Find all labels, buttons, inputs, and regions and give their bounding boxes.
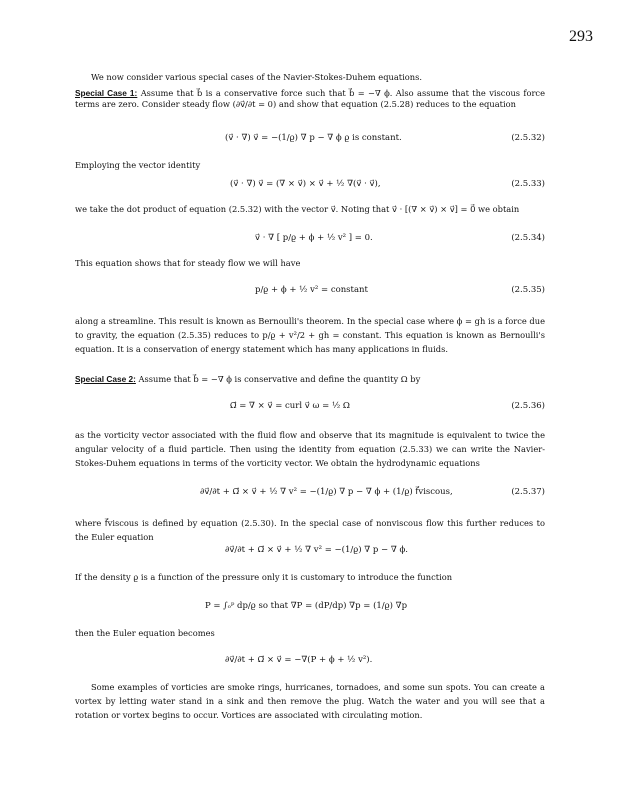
equation-body: (v⃗ · ∇) v⃗ = −(1/ϱ) ∇ p − ∇ ϕ ϱ is constant. <box>225 133 402 143</box>
special-case-2-label: Special Case 2: <box>75 374 136 384</box>
examples-text: Some examples of vorticies are smoke rings, hurricanes, tornadoes, and some sun spots. You can create a vortex by letting water stand in a sink and then remove the plug. Watch the water and you will see that a rotation or vortex begins to occur. Vortices are associated with circulating motion. <box>75 682 545 720</box>
equation-number: (2.5.32) <box>511 133 545 143</box>
special-case-2-text: Assume that b⃗ = −∇ ϕ is conservative and define the quantity Ω by <box>138 374 421 384</box>
equation-2-5-36 <box>75 396 545 418</box>
equation-number: (2.5.34) <box>511 233 545 243</box>
vorticity-text: as the vorticity vector associated with the fluid flow and observe that its magnitude is equivalent to twice the angular velocity of a fluid particle. Then using the identity from equation (2.5.33) we can write the Navier-Stokes-Duhem equations in terms of the vorticity vector. We obtain the hydrodynamic equations <box>75 430 545 468</box>
bernoulli-text: along a streamline. This result is known as Bernoulli's theorem. In the special case where ϕ = gh is a force due to gravity, the equation (2.5.35) reduces to p/ϱ + v²/2 + gh = constant. This equation is known as Bernoulli's equation. It is a conservation of energy statement which has many applications in fluids. <box>75 316 545 354</box>
equation-body: ∂v⃗/∂t + Ω⃗ × v⃗ + ½ ∇ v² = −(1/ϱ) ∇ p − ∇ ϕ + (1/ϱ) f⃗viscous, <box>200 487 453 497</box>
equation-2-5-35 <box>75 280 545 302</box>
equation-body: Ω⃗ = ∇ × v⃗ = curl v⃗ ω = ½ Ω <box>230 401 350 411</box>
equation-2-5-34 <box>75 228 545 250</box>
density-paragraph <box>75 572 545 583</box>
bernoulli-paragraph <box>75 314 545 356</box>
equation-2-5-37 <box>75 482 545 504</box>
equation-body: p/ϱ + ϕ + ½ v² = constant <box>255 285 368 295</box>
equation-2-5-33 <box>75 174 545 196</box>
euler-equation <box>75 540 545 562</box>
density-text: If the density ϱ is a function of the pressure only it is customary to introduce the function <box>75 572 453 582</box>
equation-body: P = ∫ₒᵖ dp/ϱ so that ∇P = (dP/dp) ∇p = (1/ϱ) ∇p <box>205 601 408 611</box>
steady-flow-text: This equation shows that for steady flow we will have <box>75 258 301 268</box>
steady-flow-paragraph <box>75 258 545 269</box>
dot-product-paragraph <box>75 204 545 215</box>
identity-text: Employing the vector identity <box>75 160 201 170</box>
then-text: then the Euler equation becomes <box>75 628 215 638</box>
intro-text: We now consider various special cases of the Navier-Stokes-Duhem equations. <box>91 72 423 82</box>
then-paragraph <box>75 628 545 639</box>
equation-number: (2.5.35) <box>511 285 545 295</box>
special-case-1 <box>75 88 545 110</box>
euler-equation-2 <box>75 650 545 672</box>
equation-number: (2.5.33) <box>511 179 545 189</box>
vorticity-paragraph <box>75 428 545 470</box>
equation-number: (2.5.37) <box>511 487 545 497</box>
pressure-function-equation <box>75 596 545 618</box>
equation-2-5-32 <box>75 128 545 150</box>
equation-body: ∂v⃗/∂t + Ω⃗ × v⃗ = −∇(P + ϕ + ½ v²). <box>225 655 373 665</box>
special-case-1-label: Special Case 1: <box>75 88 138 98</box>
equation-body: ∂v⃗/∂t + Ω⃗ × v⃗ + ½ ∇ v² = −(1/ϱ) ∇ p − ∇ ϕ. <box>225 545 408 555</box>
identity-paragraph <box>75 160 545 171</box>
page-number: 293 <box>569 28 593 45</box>
equation-body: (v⃗ · ∇) v⃗ = (∇ × v⃗) × v⃗ + ½ ∇(v⃗ · v⃗), <box>230 179 381 189</box>
intro-paragraph <box>75 72 545 83</box>
examples-paragraph <box>75 680 545 722</box>
special-case-2 <box>75 374 545 385</box>
equation-body: v⃗ · ∇ [ p/ϱ + ϕ + ½ v² ] = 0. <box>255 233 373 243</box>
special-case-1-text: Assume that b⃗ is a conservative force such that b⃗ = −∇ ϕ. Also assume that the viscous force terms are zero. Consider steady flow (∂v⃗/∂t = 0) and show that equation (2.5.28) reduces to the equation <box>75 88 545 109</box>
dot-product-text: we take the dot product of equation (2.5.32) with the vector v⃗. Noting that v⃗ · [(∇ × v⃗) × v⃗] = 0⃗ we obtain <box>75 204 520 214</box>
equation-number: (2.5.36) <box>511 401 545 411</box>
viscous-text: where f⃗viscous is defined by equation (2.5.30). In the special case of nonviscous flow this further reduces to the Euler equation <box>75 518 545 542</box>
